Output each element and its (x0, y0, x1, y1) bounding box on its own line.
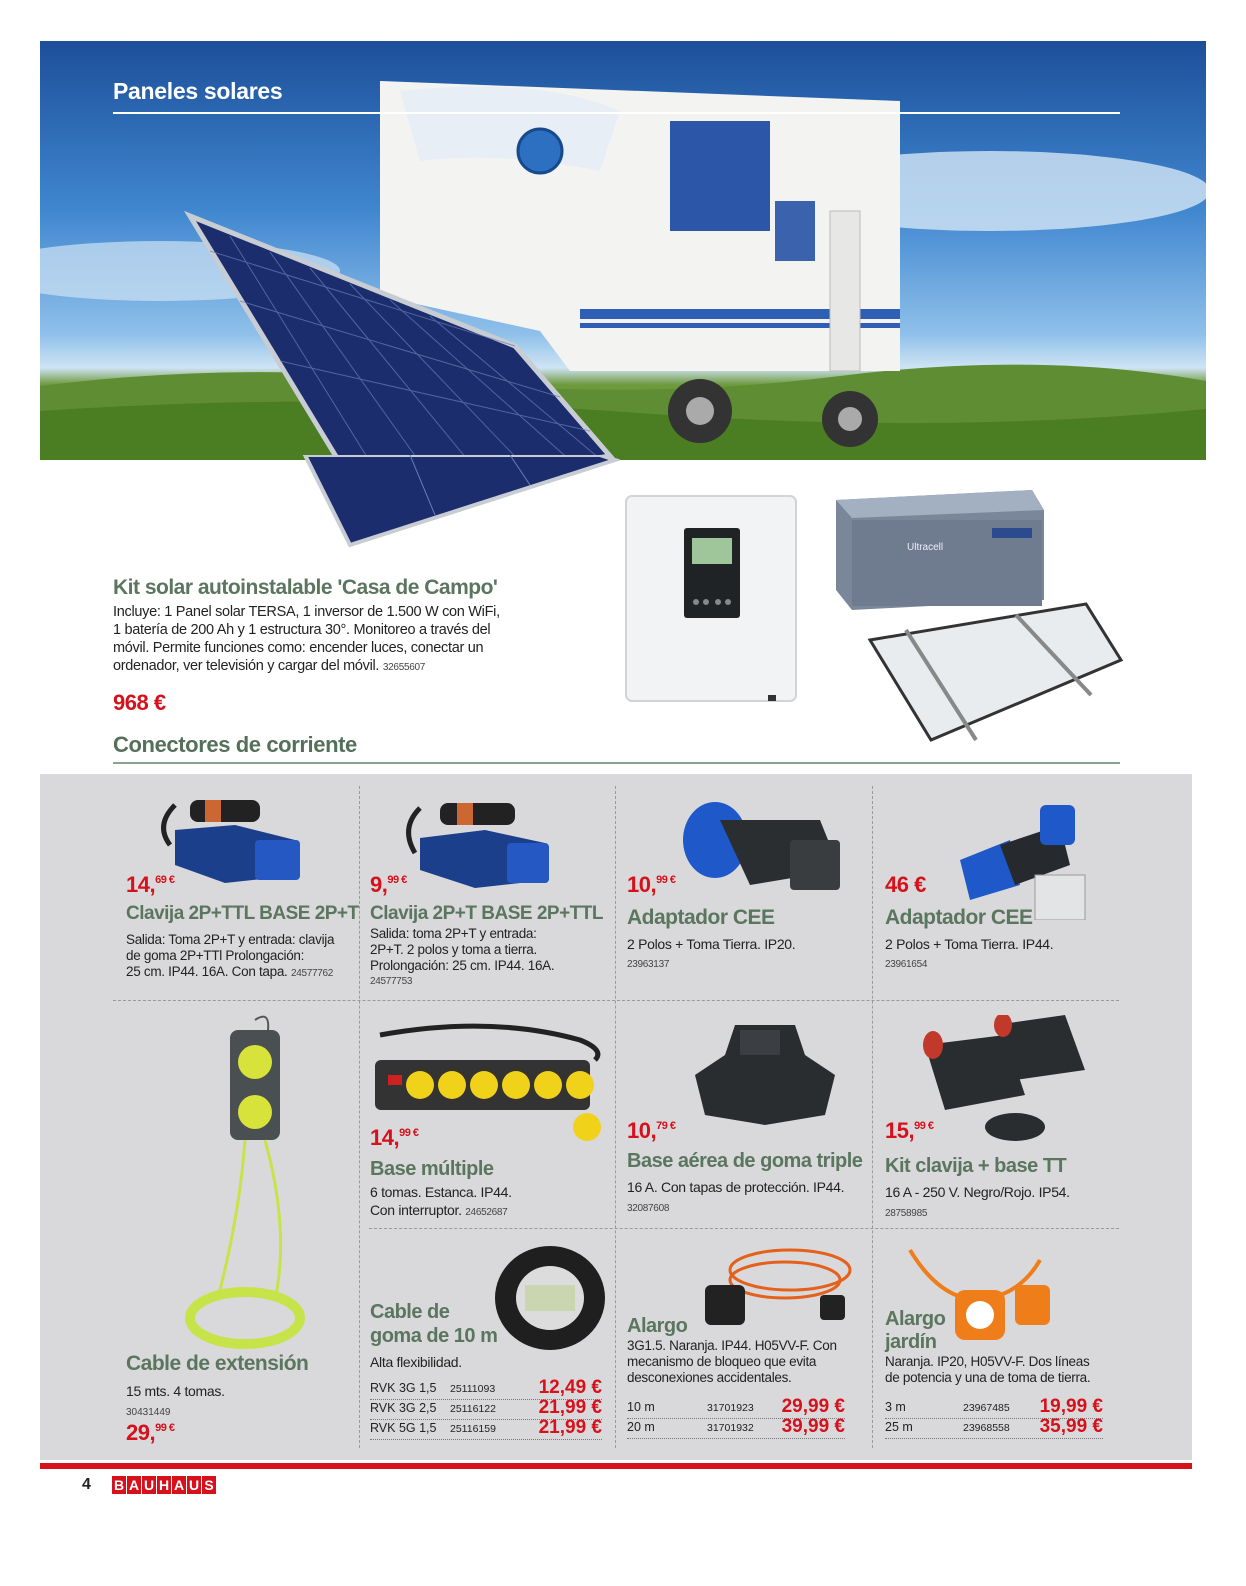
title-p3: Adaptador CEE (627, 906, 775, 929)
table-row: 25 m 23968558 35,99 € (885, 1416, 1103, 1437)
battery-image (832, 470, 1052, 620)
title-p2: Clavija 2P+T BASE 2P+TTL (370, 903, 603, 924)
price-p6: 14,$^{99 €}$ (370, 1125, 419, 1150)
desc-p6: 6 tomas. Estanca. IP44. Con interruptor. 24652687 (370, 1184, 512, 1218)
plug-adapter-image (395, 798, 565, 893)
triple-socket-image (685, 1015, 845, 1135)
price-p5: 29,$^{99 €}$ (126, 1420, 175, 1445)
title-p1: Clavija 2P+TTL BASE 2P+T (126, 903, 359, 924)
kit-title: Kit solar autoinstalable 'Casa de Campo' (113, 576, 498, 599)
footer-bar (40, 1463, 1192, 1469)
kit-description: Incluye: 1 Panel solar TERSA, 1 inversor de 1.500 W con WiFi, 1 batería de 200 Ah y 1 estructura 30°. Monitoreo a través del móvil. Permite funciones como: encender luces, conectar un ordenador, ver televisión y cargar del móvil. 32655607 (113, 604, 500, 674)
plug-socket-kit-image (915, 1015, 1105, 1145)
title-p4: Adaptador CEE (885, 906, 1033, 929)
page-number: 4 (82, 1476, 91, 1493)
table-p11 (885, 1396, 1103, 1439)
title-p10: Alargo (627, 1315, 688, 1337)
desc-p7: 16 A. Con tapas de protección. IP44. 32087608 (627, 1179, 845, 1214)
page-title: Paneles solares (113, 78, 283, 104)
price-p4: 46 € (885, 872, 926, 897)
battery-brand: Ultracell (907, 542, 944, 553)
table-row: RVK 3G 2,5 25116122 21,99 € (370, 1397, 602, 1418)
desc-p3: 2 Polos + Toma Tierra. IP20. 23963137 (627, 936, 796, 970)
section-rule (113, 762, 1120, 764)
table-p9 (370, 1377, 602, 1440)
table-row: RVK 5G 1,5 25116159 21,99 € (370, 1417, 602, 1438)
title-p8: Kit clavija + base TT (885, 1155, 1067, 1177)
column-divider (872, 786, 873, 1448)
row-divider (113, 1000, 1119, 1001)
desc-p10: 3G1.5. Naranja. IP44. H05VV-F. Con mecanismo de bloqueo que evita desconexiones accidentales. (627, 1338, 837, 1385)
desc-p8: 16 A - 250 V. Negro/Rojo. IP54. 28758985 (885, 1184, 1070, 1219)
title-p7: Base aérea de goma triple (627, 1150, 863, 1172)
title-p6: Base múltiple (370, 1158, 494, 1180)
price-p7: 10,$^{79 €}$ (627, 1118, 676, 1143)
row-divider (369, 1228, 1119, 1229)
inverter-image (622, 490, 802, 705)
table-row: 20 m 31701932 39,99 € (627, 1416, 845, 1437)
title-p11: Alargo jardín (885, 1308, 946, 1353)
desc-p1: Salida: Toma 2P+T y entrada: clavija de goma 2P+TTl Prolongación: 25 cm. IP44. 16A. Con tapa. 24577762 (126, 932, 335, 979)
section-title-connectors: Conectores de corriente (113, 732, 357, 757)
table-row: 10 m 31701923 29,99 € (627, 1396, 845, 1417)
kit-ref: 32655607 (382, 662, 425, 673)
title-rule (113, 112, 1120, 114)
column-divider (615, 786, 616, 1448)
price-p1: 14,$^{69 €}$ (126, 872, 175, 897)
rubber-cable-reel-image (490, 1240, 610, 1355)
cee-adapter-image (680, 800, 860, 900)
title-p9: Cable de goma de 10 m (370, 1301, 498, 1347)
desc-p2: Salida: toma 2P+T y entrada: 2P+T. 2 polos y toma a tierra. Prolongación: 25 cm. IP44. 16A. 24577753 (370, 926, 555, 987)
table-row: 3 m 23967485 19,99 € (885, 1396, 1103, 1417)
table-p10 (627, 1396, 845, 1439)
price-p2: 9,$^{99 €}$ (370, 872, 407, 897)
desc-p11: Naranja. IP20, H05VV-F. Dos líneas de potencia y una de toma de tierra. (885, 1354, 1091, 1385)
kit-price: 968 € (113, 690, 166, 715)
mounting-structure-image (866, 600, 1126, 750)
title-p5: Cable de extensión (126, 1352, 309, 1375)
column-divider (359, 786, 360, 1448)
cee-adapter-image (940, 800, 1110, 920)
desc-p4: 2 Polos + Toma Tierra. IP44. 23961654 (885, 936, 1054, 970)
price-p8: 15,$^{99 €}$ (885, 1118, 934, 1143)
orange-extension-cord-image (700, 1240, 860, 1330)
table-row: RVK 3G 1,5 25111093 12,49 € (370, 1377, 602, 1398)
ref-p5: 30431449 (126, 1407, 171, 1418)
solar-panel-image (260, 455, 620, 555)
extension-cable-image (180, 1010, 320, 1350)
price-p3: 10,$^{99 €}$ (627, 872, 676, 897)
bauhaus-logo: B A U H A U S (112, 1476, 216, 1494)
desc-p9: Alta flexibilidad. (370, 1354, 462, 1370)
desc-p5: 15 mts. 4 tomas. (126, 1383, 225, 1399)
